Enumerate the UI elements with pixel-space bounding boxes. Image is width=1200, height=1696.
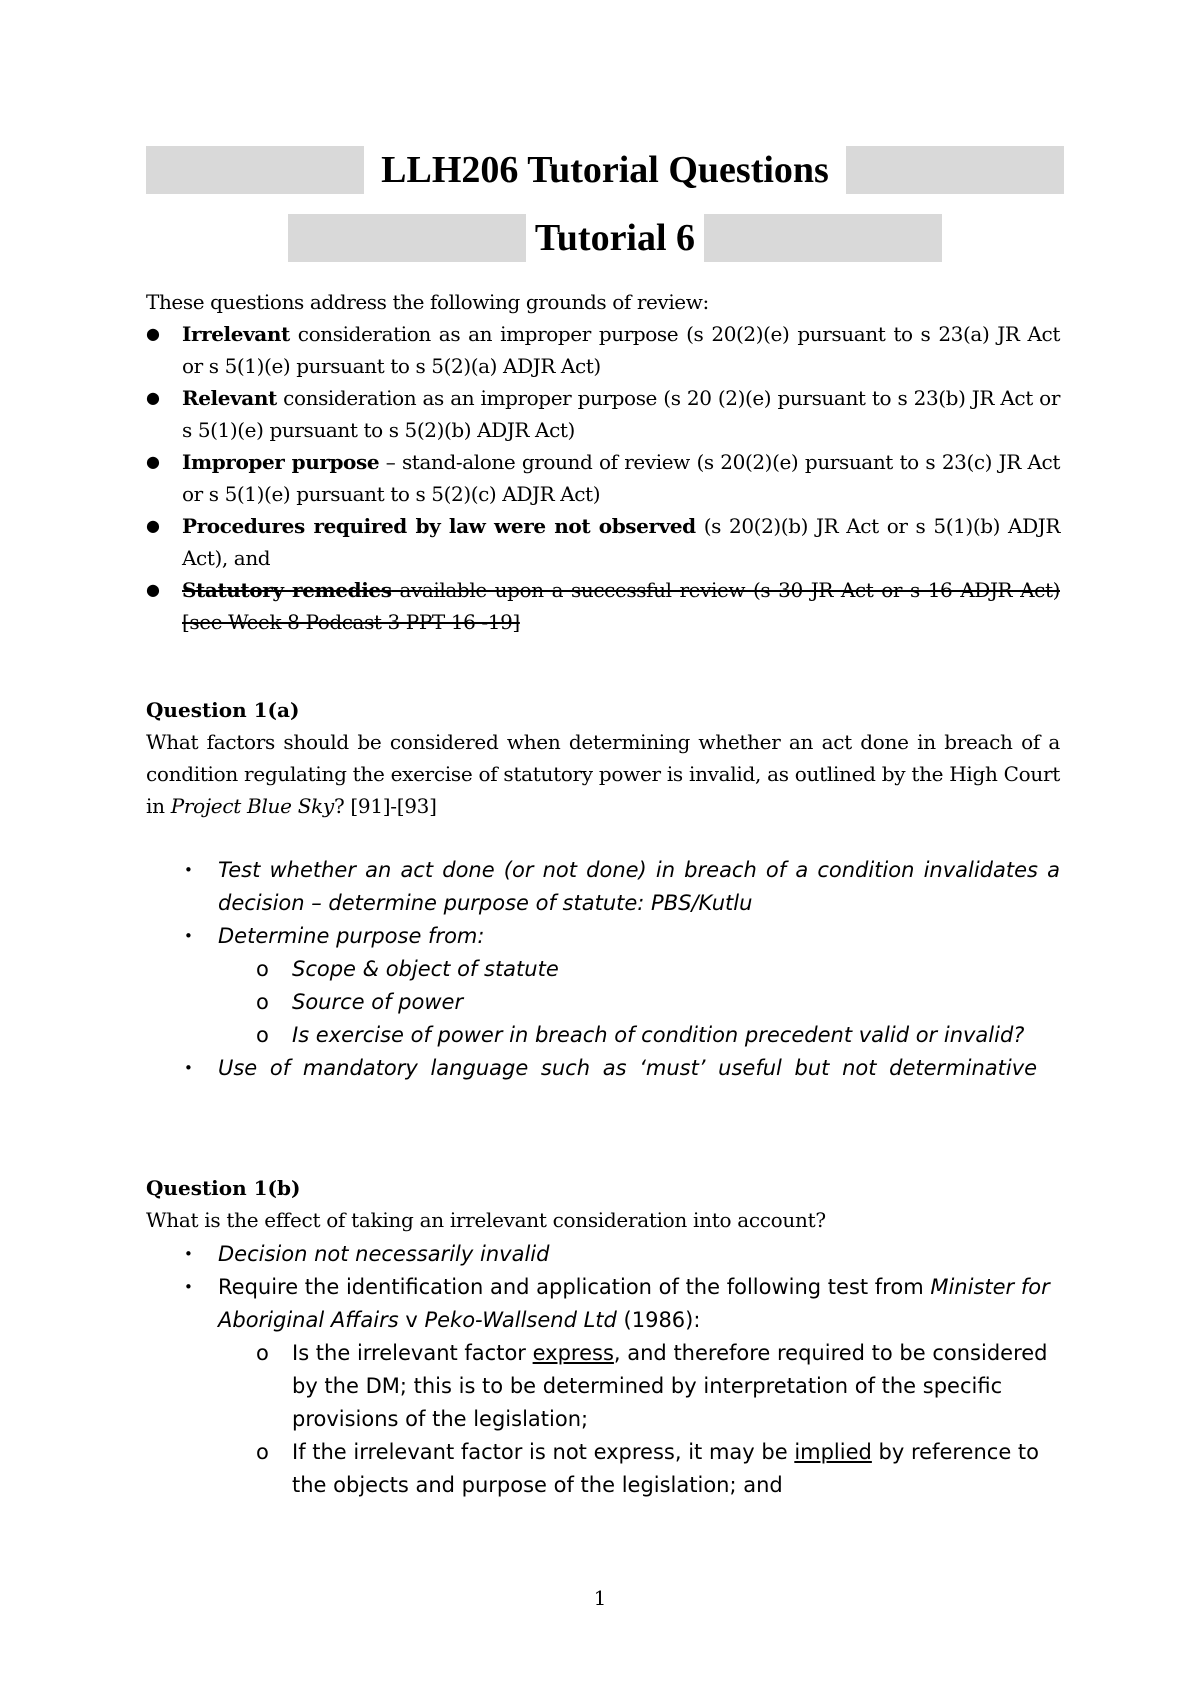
document-title: LLH206 Tutorial Questions — [364, 146, 846, 194]
case-name: Project Blue Sky — [170, 794, 334, 818]
underlined-term: implied — [794, 1440, 872, 1464]
list-item — [146, 446, 1060, 510]
bullet-icon: • — [184, 861, 193, 879]
answer-text: , and therefore required to be considered by the DM; this is to be determined by interpretation of the specific provisions of the legislation; — [292, 1341, 1048, 1431]
answer-text: Is the irrelevant factor — [292, 1341, 533, 1365]
answer-text: Determine purpose from: — [218, 924, 485, 948]
answer-text: (1986): — [616, 1308, 701, 1332]
answer-1b — [180, 1238, 1060, 1502]
answer-text: Scope & object of statute — [292, 957, 559, 981]
ground-text: – stand-alone ground of review (s 20(2)(e) pursuant to s 23(c) JR Act or s 5(1)(e) pursuant to s 5(2)(c) ADJR Act) — [182, 450, 1060, 506]
ground-term: Improper purpose — [182, 450, 380, 474]
list-item — [180, 1052, 1060, 1085]
circle-bullet-icon: o — [256, 957, 269, 981]
bullet-icon: ● — [146, 324, 160, 343]
bullet-icon: ● — [146, 516, 160, 535]
circle-bullet-icon: o — [256, 1023, 269, 1047]
bullet-icon: ● — [146, 452, 160, 471]
bullet-icon: • — [184, 1245, 193, 1263]
list-item — [146, 382, 1060, 446]
ground-term: Statutory remedies — [182, 578, 392, 602]
ground-term: Procedures required by law were not observed — [182, 514, 696, 538]
circle-bullet-icon: o — [256, 1440, 269, 1464]
ground-text: available upon a successful review (s 30 JR Act or s 16 ADJR Act) [see Week 8 Podcast 3 PPT 16 -19] — [182, 578, 1060, 634]
bullet-icon: ● — [146, 388, 160, 407]
ground-text: consideration as an improper purpose (s 20(2)(e) pursuant to s 23(a) JR Act or s 5(1)(e) pursuant to s 5(2)(a) ADJR Act) — [182, 322, 1060, 378]
underlined-term: express — [532, 1341, 614, 1365]
intro-section — [146, 286, 1060, 638]
sub-list-item — [180, 1436, 1060, 1502]
bullet-icon: ● — [146, 580, 160, 599]
question-1b-heading: Question 1(b) — [146, 1176, 301, 1200]
ground-term: Relevant — [182, 386, 277, 410]
question-1a-text-end: ? [91]-[93] — [333, 794, 437, 818]
bullet-icon: • — [184, 1059, 193, 1077]
answer-text: If the irrelevant factor is not express, it may be — [292, 1440, 795, 1464]
case-name: Peko-Wallsend Ltd — [424, 1308, 617, 1332]
ground-term: Irrelevant — [182, 322, 290, 346]
answer-text: v — [398, 1308, 425, 1332]
list-item — [146, 510, 1060, 574]
answer-text: Test whether an act done (or not done) in breach of a condition invalidates a decision – determine purpose of statute: PBS/Kutlu — [218, 858, 1060, 915]
grounds-list — [146, 318, 1060, 638]
bullet-icon: • — [184, 927, 193, 945]
question-1a-heading: Question 1(a) — [146, 698, 300, 722]
bullet-icon: • — [184, 1278, 193, 1296]
ground-text: (s 20(2)(b) JR Act or s 5(1)(b) ADJR Act), and — [182, 514, 1060, 570]
answer-text: Require the identification and application of the following test from — [218, 1275, 931, 1299]
answer-text: Decision not necessarily invalid — [218, 1242, 550, 1266]
question-1a-text — [146, 726, 1060, 822]
list-item — [180, 854, 1060, 920]
question-1b-text: What is the effect of taking an irrelevant consideration into account? — [146, 1208, 826, 1232]
sub-list-item — [180, 1337, 1060, 1436]
question-1a-text-start: What factors should be considered when determining whether an act done in breach of a condition regulating the exercise of statutory power is invalid, as outlined by the High Court in — [146, 730, 1060, 818]
sub-list-item — [180, 986, 1060, 1019]
intro-lead: These questions address the following grounds of review: — [146, 290, 709, 314]
circle-bullet-icon: o — [256, 1341, 269, 1365]
answer-text: Use of mandatory language such as ‘must’ useful but not determinative — [218, 1056, 1038, 1080]
ground-text: consideration as an improper purpose (s 20 (2)(e) pursuant to s 23(b) JR Act or s 5(1)(e) pursuant to s 5(2)(b) ADJR Act) — [182, 386, 1060, 442]
answer-text: by reference to the objects and purpose of the legislation; and — [292, 1440, 1039, 1497]
list-item — [146, 318, 1060, 382]
answer-1a — [180, 854, 1060, 1085]
document-subtitle: Tutorial 6 — [526, 214, 704, 262]
list-item — [180, 1238, 1060, 1271]
list-item — [180, 1271, 1060, 1337]
answer-text: Source of power — [292, 990, 464, 1014]
list-item — [180, 920, 1060, 953]
list-item-struck — [146, 574, 1060, 638]
case-name: Minister for Aboriginal Affairs — [218, 1275, 1050, 1332]
sub-list-item — [180, 953, 1060, 986]
sub-list-item — [180, 1019, 1060, 1052]
circle-bullet-icon: o — [256, 990, 269, 1014]
page-number: 1 — [593, 1586, 607, 1610]
answer-text: Is exercise of power in breach of condition precedent valid or invalid? — [292, 1023, 1025, 1047]
